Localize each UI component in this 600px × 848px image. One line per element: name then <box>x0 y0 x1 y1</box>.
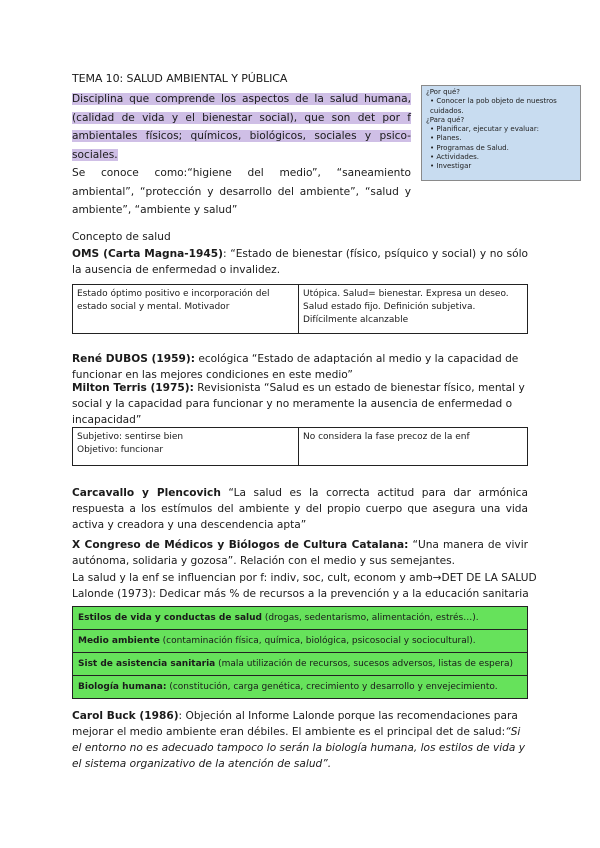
page-title: TEMA 10: SALUD AMBIENTAL Y PÚBLICA <box>72 72 288 85</box>
carcavallo-definition <box>72 485 528 533</box>
buck-quote: “Si el entorno no es adecuado tampoco lo serán la biología humana, los estilos de vida y el sistema organizativo de la atención de salud”. <box>72 726 526 770</box>
dubos-label: René DUBOS (1959): <box>72 353 195 365</box>
side-note-box <box>421 85 581 181</box>
determinant-text: (drogas, sedentarismo, alimentación, estrés…). <box>261 613 479 623</box>
note-item: • Programas de Salud. <box>430 144 576 153</box>
terris-label: Milton Terris (1975): <box>72 382 194 394</box>
terris-table-right: No considera la fase precoz de la enf <box>299 428 528 466</box>
dubos-definition <box>72 351 528 383</box>
congreso-label: X Congreso de Médicos y Biólogos de Cultura Catalana: <box>72 539 409 551</box>
determinant-label: Biología humana: <box>78 682 167 692</box>
carcavallo-text: “La salud es la correcta actitud para dar armónica respuesta a los estímulos del ambiente y del propio cuerpo que asegura una vida activa y creadora y una descendencia apta” <box>72 487 528 531</box>
carcavallo-label: Carcavallo y Plencovich <box>72 487 221 499</box>
congreso-text: “Una manera de vivir autónoma, solidaria y gozosa”. Relación con el medio y sus semejantes. <box>72 539 528 567</box>
terris-table-left <box>73 428 299 466</box>
influence-line: La salud y la enf se influencian por f: indiv, soc, cult, econom y amb→DET DE LA SALUD <box>72 572 537 584</box>
note-answer-why: • Conocer la pob objeto de nuestros cuidados. <box>430 97 576 116</box>
note-item: • Actividades. <box>430 153 576 162</box>
determinant-lifestyle <box>72 606 528 630</box>
terris-definition <box>72 380 528 428</box>
intro-paragraph <box>72 90 411 220</box>
determinant-text: (contaminación física, química, biológica, psicosocial y sociocultural). <box>159 636 476 646</box>
dubos-text: ecológica “Estado de adaptación al medio y la capacidad de funcionar en las mejores condiciones en este medio” <box>72 353 519 381</box>
note-question-what-for: ¿Para qué? <box>426 115 465 124</box>
note-item: • Planificar, ejecutar y evaluar: <box>430 125 576 134</box>
determinant-text: (mala utilización de recursos, sucesos adversos, listas de espera) <box>215 659 514 669</box>
buck-text: : Objeción al Informe Lalonde porque las recomendaciones para mejorar el medio ambiente eran débiles. El ambiente es el principal det de salud: <box>72 710 518 738</box>
note-item: • Investigar <box>430 162 576 171</box>
terris-text: Revisionista “Salud es un estado de bienestar físico, mental y social y la capacidad para funcionar y no meramente la ausencia de enfermedad o incapacidad” <box>72 382 525 426</box>
determinant-health-system <box>72 652 528 676</box>
subjective-text: Subjetivo: sentirse bien <box>77 432 184 442</box>
note-item: • Planes. <box>430 134 576 143</box>
also-known-as: Se conoce como:“higiene del medio”, “saneamiento ambiental”, “protección y desarrollo del ambiente”, “salud y ambiente”, “ambiente y salud” <box>72 167 411 216</box>
lalonde-line: Lalonde (1973): Dedicar más % de recursos a la prevención y a la educación sanitaria <box>72 588 529 600</box>
determinants-list <box>72 606 528 699</box>
determinant-label: Medio ambiente <box>78 636 160 646</box>
determinant-label: Sist de asistencia sanitaria <box>78 659 216 669</box>
determinant-label: Estilos de vida y conductas de salud <box>78 613 262 623</box>
highlighted-definition: Disciplina que comprende los aspectos de la salud humana, (calidad de vida y el bienestar social), que son det por f ambientales físicos; químicos, biológicos, sociales y psico-sociales. <box>72 93 411 161</box>
objective-text: Objetivo: funcionar <box>77 445 164 455</box>
buck-definition <box>72 708 528 772</box>
oms-table <box>72 284 528 334</box>
congreso-definition <box>72 537 528 569</box>
oms-table-left: Estado óptimo positivo e incorporación del estado social y mental. Motivador <box>73 285 299 334</box>
note-question-why: ¿Por qué? <box>426 88 460 96</box>
concepto-heading: Concepto de salud <box>72 231 171 243</box>
determinant-biology <box>72 675 528 699</box>
buck-label: Carol Buck (1986) <box>72 710 179 722</box>
oms-label: OMS (Carta Magna-1945) <box>72 248 223 260</box>
terris-table <box>72 427 528 466</box>
determinant-environment <box>72 629 528 653</box>
oms-text: : “Estado de bienestar (físico, psíquico y social) y no sólo la ausencia de enfermedad o invalidez. <box>72 248 528 276</box>
determinant-text: (constitución, carga genética, crecimiento y desarrollo y envejecimiento. <box>166 682 498 692</box>
oms-table-right: Utópica. Salud= bienestar. Expresa un deseo. Salud estado fijo. Definición subjetiva. Difícilmente alcanzable <box>299 285 528 334</box>
oms-definition <box>72 246 528 278</box>
